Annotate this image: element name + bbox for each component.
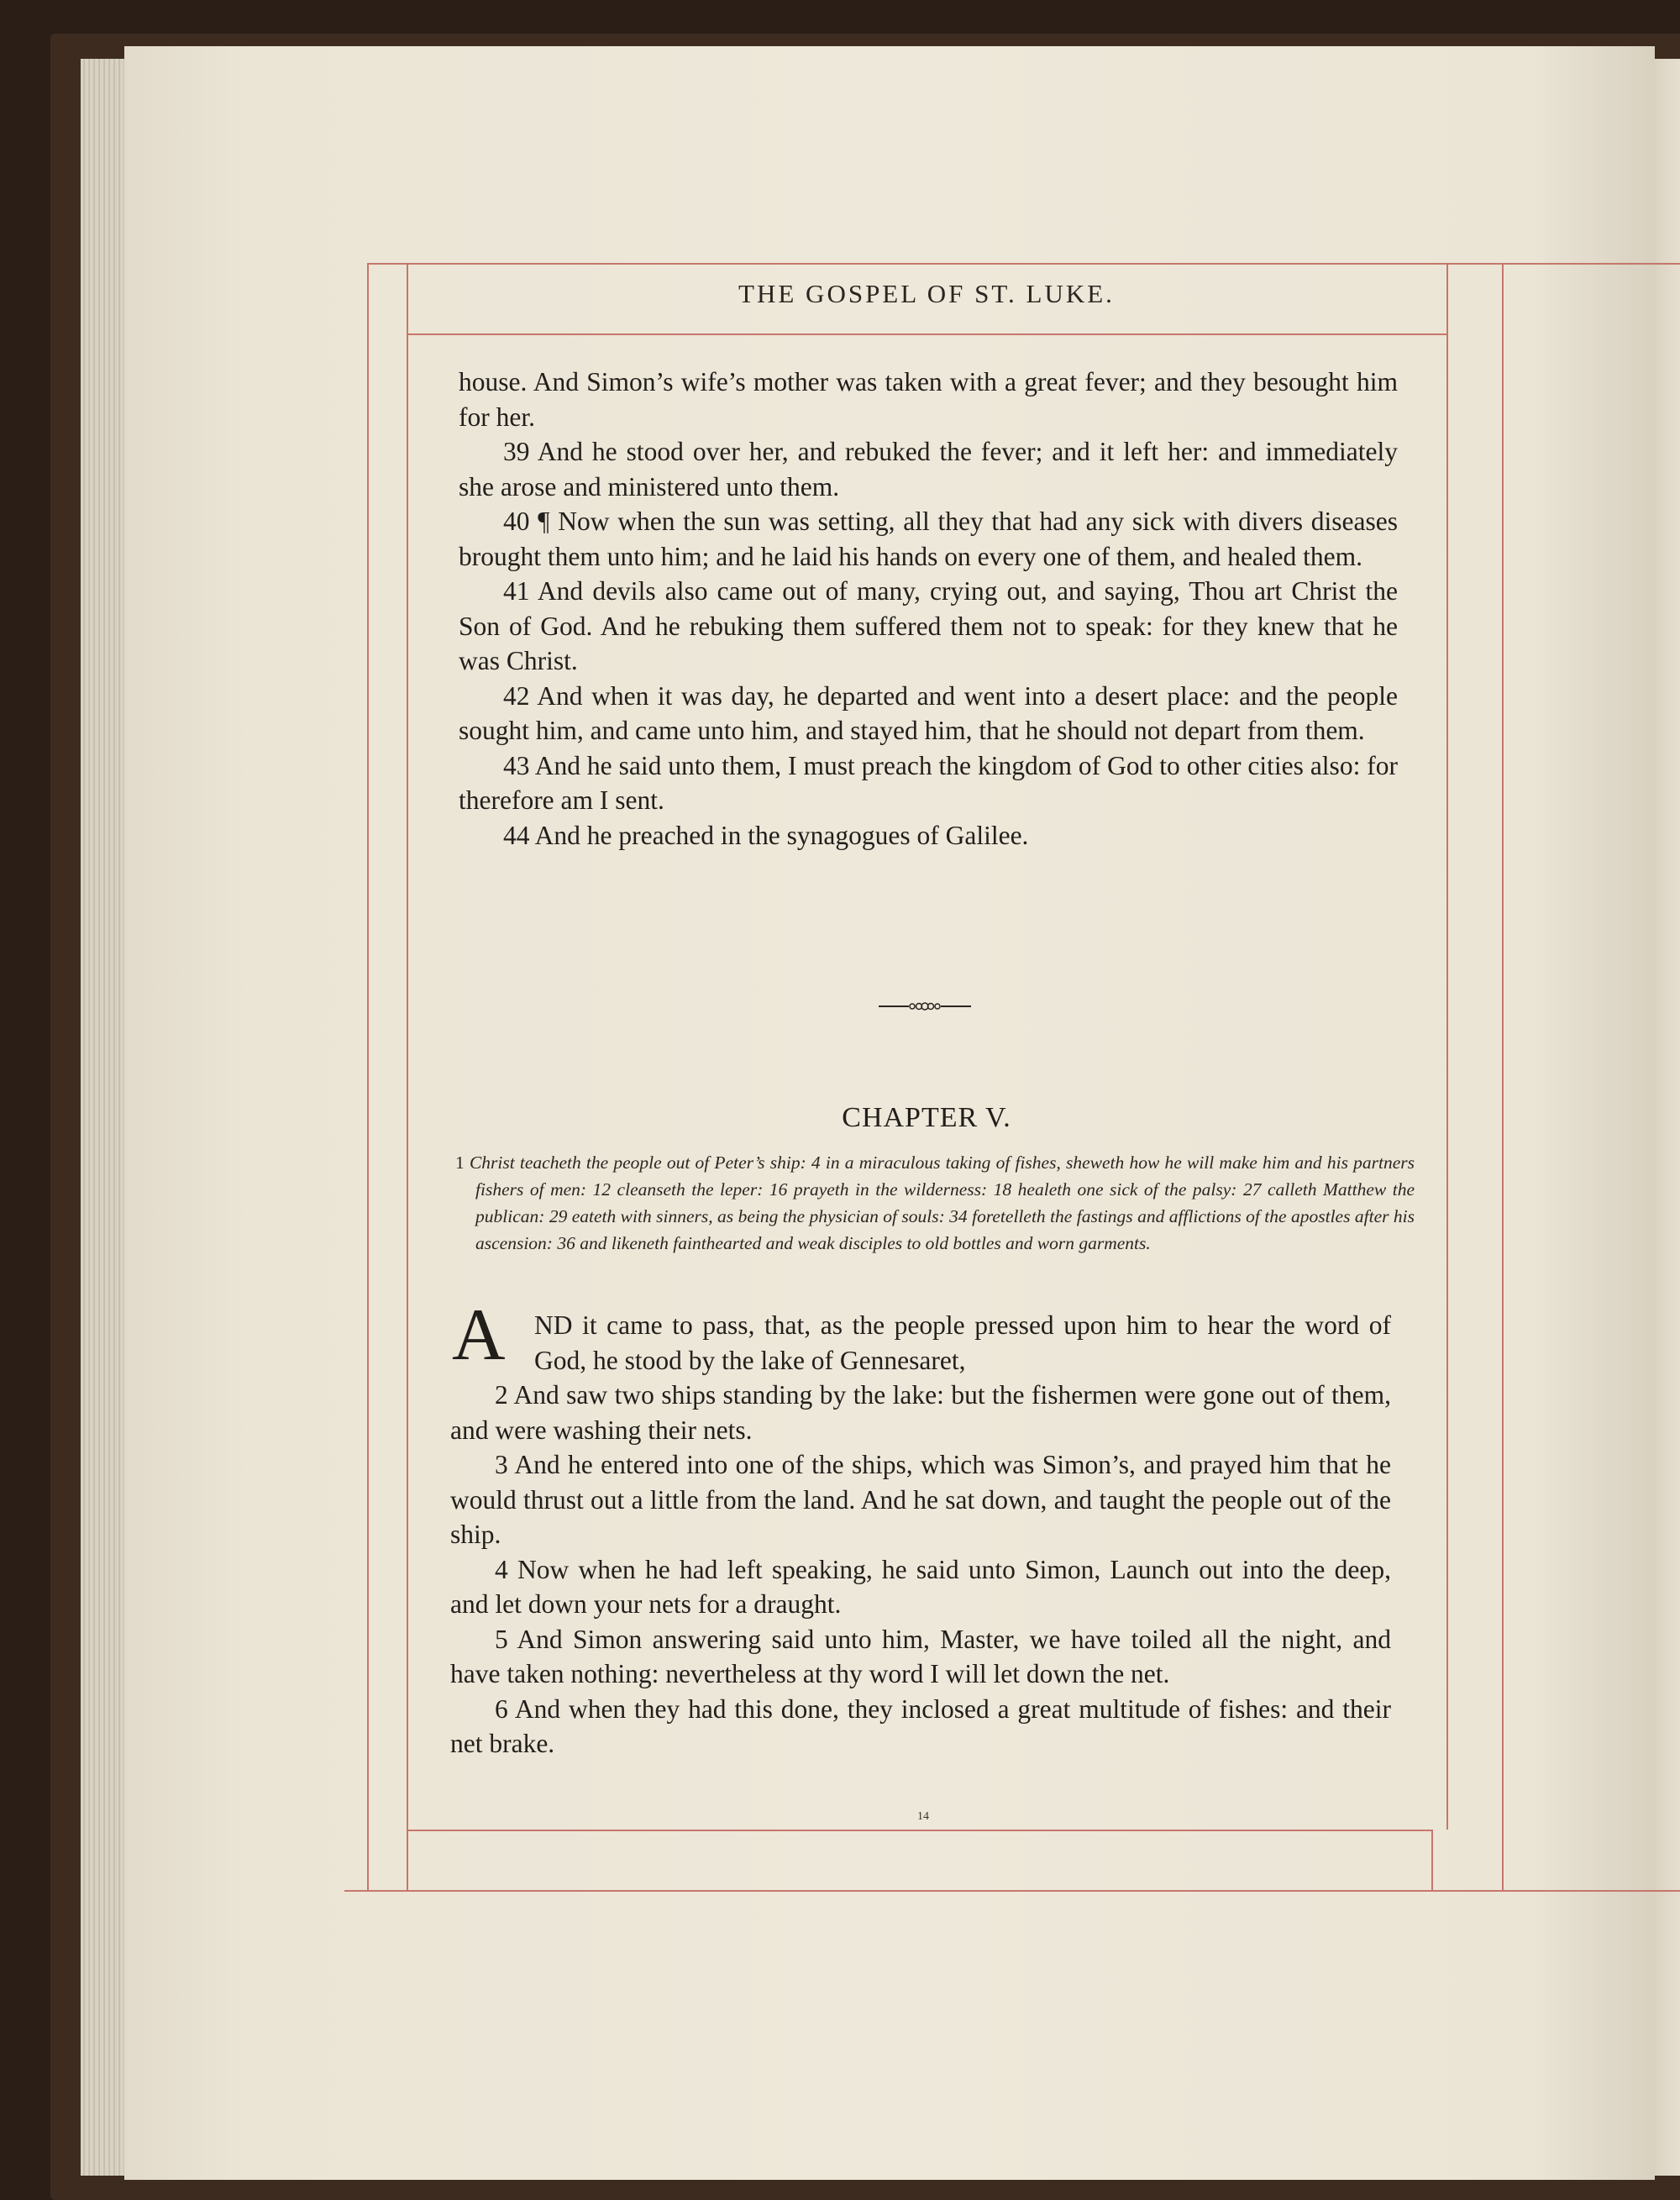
verse-43: 43 And he said unto them, I must preach the kingdom of God to other cities also: for therefore am I sent. (459, 750, 1398, 815)
verse-2: 2 And saw two ships standing by the lake: but the fishermen were gone out of them, and were washing their nets. (450, 1380, 1391, 1445)
verse-4: 4 Now when he had left speaking, he said unto Simon, Launch out into the deep, and let down your nets for a draught. (450, 1554, 1391, 1619)
chapter-summary (455, 1149, 1415, 1257)
chapter4-text (459, 365, 1398, 853)
running-head: THE GOSPEL OF ST. LUKE. (738, 279, 1115, 308)
verse-42: 42 And when it was day, he departed and went into a desert place: and the people sought him, and came unto him, and stayed him, that he should not depart from them. (459, 680, 1398, 745)
verse-5: 5 And Simon answering said unto him, Master, we have toiled all the night, and have taken nothing: nevertheless at thy word I will let down the net. (450, 1624, 1391, 1688)
verse-continuation: house. And Simon’s wife’s mother was taken with a great fever; and they besought him for her. (459, 367, 1398, 432)
verse-3: 3 And he entered into one of the ships, which was Simon’s, and prayed him that he would thrust out a little from the land. And he sat down, and taught the people out of the ship. (450, 1450, 1391, 1549)
verse-6: 6 And when they had this done, they inclosed a great multitude of fishes: and their net brake. (450, 1693, 1391, 1758)
summary-text: Christ teacheth the people out of Peter’s ship: 4 in a miraculous taking of fishes, sheweth how he will make him and his partners fishers of men: 12 cleanseth the leper: 16 prayeth in the wilderness: 18 healeth one sick of the palsy: 27 calleth Matthew the publican: 29 eateth with sinners, as being the physician of souls: 34 foretelleth the fastings and afflictions of the apostles after his ascension: 36 and likeneth fainthearted and weak disciples to old bottles and worn garments. (469, 1153, 1415, 1253)
verse-39: 39 And he stood over her, and rebuked the fever; and it left her: and immediately she arose and ministered unto them. (459, 437, 1398, 501)
drop-capital: A (452, 1294, 506, 1376)
frame-right-inner-low (1431, 1830, 1433, 1890)
frame-left-inner (407, 263, 408, 1890)
frame-top-rule (367, 263, 1680, 265)
frame-bottom-rule (344, 1890, 1680, 1892)
frame-header-rule (407, 333, 1446, 335)
frame-footer-rule (407, 1830, 1433, 1831)
frame-right-inner (1446, 263, 1448, 1830)
frame-right-outer (1502, 263, 1504, 1890)
verse-1: ND it came to pass, that, as the people pressed upon him to hear the word of God, he stood by the lake of Gennesaret, (534, 1310, 1391, 1375)
verse-40: 40 ¶ Now when the sun was setting, all they that had any sick with divers diseases brought them unto him; and he laid his hands on every one of them, and healed them. (459, 507, 1398, 571)
verse-44: 44 And he preached in the synagogues of Galilee. (503, 820, 1029, 850)
page-number: 14 (917, 1810, 929, 1823)
frame-left-outer (367, 263, 369, 1890)
section-ornament-icon (879, 1000, 971, 1013)
chapter-title: CHAPTER V. (842, 1102, 1011, 1133)
verse-41: 41 And devils also came out of many, crying out, and saying, Thou art Christ the Son of God. And he rebuking them suffered them not to speak: for they knew that he was Christ. (459, 576, 1398, 675)
summary-number: 1 (455, 1153, 465, 1173)
chapter5-text (450, 1378, 1391, 1762)
chapter5-first-verse (534, 1308, 1391, 1378)
